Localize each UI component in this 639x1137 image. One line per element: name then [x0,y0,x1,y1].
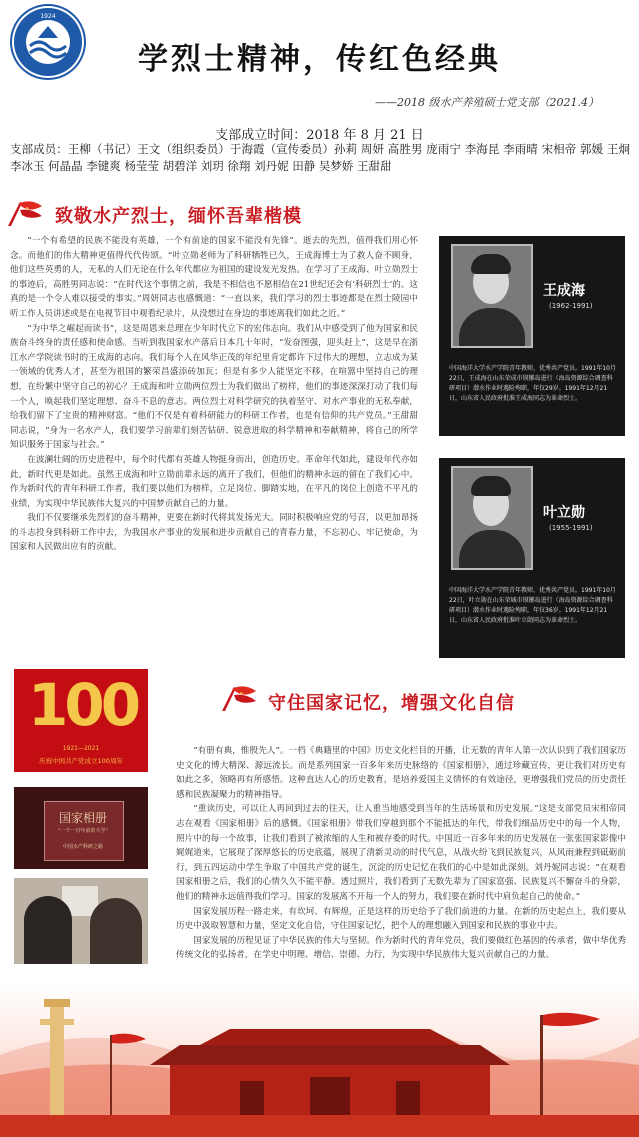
section2-paragraph: 国家发展的历程见证了中华民族的伟大与坚韧。作为新时代的青年党员，我们要做红色基因的传承者，做中华优秀传统文化的弘扬者，在学史中明理、增信、崇德、力行，为实现中华民族伟大复兴贡献自己的力量。 [176,935,626,961]
martyr-name: 叶立勋 [543,505,585,521]
portrait-photo [451,466,533,570]
party-flag-icon [6,198,44,228]
section2-body [176,744,626,963]
album-subtitle: "一个一百年前的大学" [58,828,108,834]
section1-body [10,234,418,555]
martyr-name: 王成海 [543,283,585,299]
martyr-card-ye [439,458,625,658]
centenary-100-emblem: 100 [28,671,138,739]
martyr-bio: 中国海洋大学水产学院青年教师，优秀共产党员。1991年10月22日，叶立勋在山东荣城市镆铘岛进行（海岛资源综合调查科研项目）潜水作业时遇险殉职，年仅36岁。1991年12月21日，山东省人民政府批准叶立勋同志为革命烈士。 [449,587,616,624]
tiananmen-banner-illustration [0,985,639,1137]
martyr-years: (1962-1991) [549,302,593,310]
section1-paragraph: “为中华之崛起而读书”，这是周恩来总理在少年时代立下的宏伟志向。我们从中感受到了他为国家和民族奋斗终身的责任感和使命感。当听到我国家水产落后日本几十年时，“发奋图强，迎头赶上”，这是早在浙江水产学院读书时的王成海的志向。我们每个人在风华正茂的年纪里肯定都许下过伟大的理想，立志成为某一领域的优秀人才，甚至为祖国的繁荣昌盛添砖加瓦；但是有多少人能坚定不移，在喧嚣中坚持自己的理想，在纷繁中坚守自己的初心？王成海和叶立勋两位烈士为我们做出了榜样，他们的事迹深深打动了我们每一个人，唤起我们坚定理想、奋斗不息的意志。两位烈士对科学研究的执着坚守、对水产事业的无私奉献，给我们留下了宝贵的精神财富。“他们不仅是有着科研能力的科研工作者，也是有信仰的共产党员。”王甜甜同志说，“身为一名水产人，我们要学习前辈们刻苦钻研、锐意进取的科学精神和奉献精神，将自己的所学知识服务于国家与社会。” [10,323,418,451]
album-bottom-text: 中国水产科研之路 [62,844,103,850]
section1-title: 致敬水产烈士，缅怀吾辈楷模 [55,206,302,227]
martyr-card-wang [439,236,625,436]
section1-paragraph: 我们不仅要继承先烈们的奋斗精神，更要在新时代将其发扬光大。同时积极响应党的号召，以更加昂扬的斗志投身到科研工作中去，为我国水产事业的发展和进步贡献自己的青春力量，不忘初心、牢记使命，为国家和人民做出应有的贡献。 [10,513,418,553]
centenary-image [14,669,148,772]
page-subtitle: ——2018 级水产养殖硕士党支部（2021.4） [375,96,599,109]
page-title: 学烈士精神，传红色经典 [138,42,501,77]
section1-paragraph: 在波澜壮阔的历史进程中，每个时代都有英雄人物挺身而出，创造历史。革命年代如此，建设年代亦如此，新时代更是如此。虽然王成海和叶立勋前辈永远的离开了我们，但他们的精神永远的留在了我们心中。作为新时代的青年科研工作者，我们要以他们为榜样，立足岗位、脚踏实地，在平凡的岗位上创造不平凡的业绩，为实现中华民族伟大复兴的中国梦贡献自己的力量。 [10,454,418,509]
party-flag-icon [220,683,258,713]
branch-members: 支部成员：王柳（书记）王文（组织委员）于海霞（宣传委员）孙莉 周妍 高胜男 庞雨宁 李海昆 李雨晴 宋相帝 郭媛 王炯 李冰玉 何晶晶 李键爽 杨莹莹 胡碧洋 刘玥 徐翔 刘丹妮 田静 吴梦娇 王甜甜 [10,142,630,173]
section1-paragraph: “一个有希望的民族不能没有英雄，一个有前途的国家不能没有先锋”。逝去的先烈，值得我们用心怀念。而他们的伟大精神更值得代代传颂。“叶立勋老师为了科研牺牲已久，王成海博士为了救人奋不顾身，他们这些英勇的人，无私的人们无论在什么年代都应为祖国的建设发光发热。在学习了王成海、叶立勋烈士的事迹后，高胜男同志说：“在时代这个事情之前，我是不相信也不愿相信在21世纪还会有‘科研烈士’的。这真的是一个令人难以接受的事实。”周妍同志也感慨道：“一直以来，我们学习的烈士事迹都是在烈士陵园中听工作人员讲述或是在电视节目中观看纪录片，从没想过在身边的事迹离我们如此之近。” [10,236,418,319]
footer-decoration [0,985,639,1137]
members-watching-photo [14,878,148,964]
section2-title: 守住国家记忆，增强文化自信 [268,693,515,714]
section2-paragraph: 国家发展历程一路走来，有坎坷、有辉煌，正是这样的历史给予了我们前进的力量。在新的历史起点上，我们要从历史中汲取智慧和力量，坚定文化自信，守住国家记忆，把个人的理想融入到国家和民族的事业中去。 [176,906,626,932]
album-title: 国家相册 [58,811,107,825]
martyr-bio: 中国海洋大学水产学院青年教师，优秀共产党员。1991年10月22日，王成海在山东荣成市镆铘岛进行（海岛资源综合调查科研项目）潜水作业时遇险殉职，年仅29岁。1991年12月21日，山东省人民政府批准王成海同志为革命烈士。 [449,365,616,402]
svg-text:1924: 1924 [40,13,56,20]
national-album-image [14,787,148,869]
centenary-caption: 庆祝中国共产党成立100周年 [39,757,123,765]
section2-paragraph: “有册有典，惟殷先人”。一档《典籍里的中国》历史文化栏目的开播，让无数的青年人第一次认识到了我们国家历史文化的博大精深、源远流长。而是系列国家一百多年来历史脉络的《国家相册》，通过珍藏宣传，更让我们对历史有如此之多，领略再有所感悟。这种直达人心的历史教育，是培养爱国主义情怀的有效途径，更增强我们党员的历史责任感和民族凝聚力的精神指导。 [176,746,626,800]
section2-paragraph: “重读历史，可以让人再回到过去的往天，让人重当地感受到当年的生活场景和历史发展。”这是支部党员宋相帝同志在观看《国家相册》后的感慨。《国家相册》带我们穿越到那个不能抵达的年代，带我们细品历史中的每一个人物，照片中的每一个故事，让我们看到了被浓缩的人生和被存委的时代。中国近一百多年来的历史发展在一张张国家影像中娓娓道来，它展现了深厚悠长的历史底蕴，展现了清新灵动的时代气息，从战火纷飞到民族复兴，从风雨兼程到砥砺前行，到五四运动中学生争取了中国共产党的诞生，沉淀的历史记忆在我们的心中是如此深刻。刘丹妮同志说：“在观看国家相册之后，我们的心情久久不能平静。透过照片，我们看到了无数先辈为了国家富强、民族复兴不懈奋斗的身影，他们的精神永远值得我们学习。国家的发展离不开每一个人的努力，我们要在新时代中肩负起自己的使命。” [176,804,626,902]
branch-established-date: 支部成立时间：2018 年 8 月 21 日 [215,128,424,143]
portrait-photo [451,244,533,348]
martyr-years: (1955-1991) [549,524,593,532]
centenary-years: 1921—2021 [62,745,100,752]
